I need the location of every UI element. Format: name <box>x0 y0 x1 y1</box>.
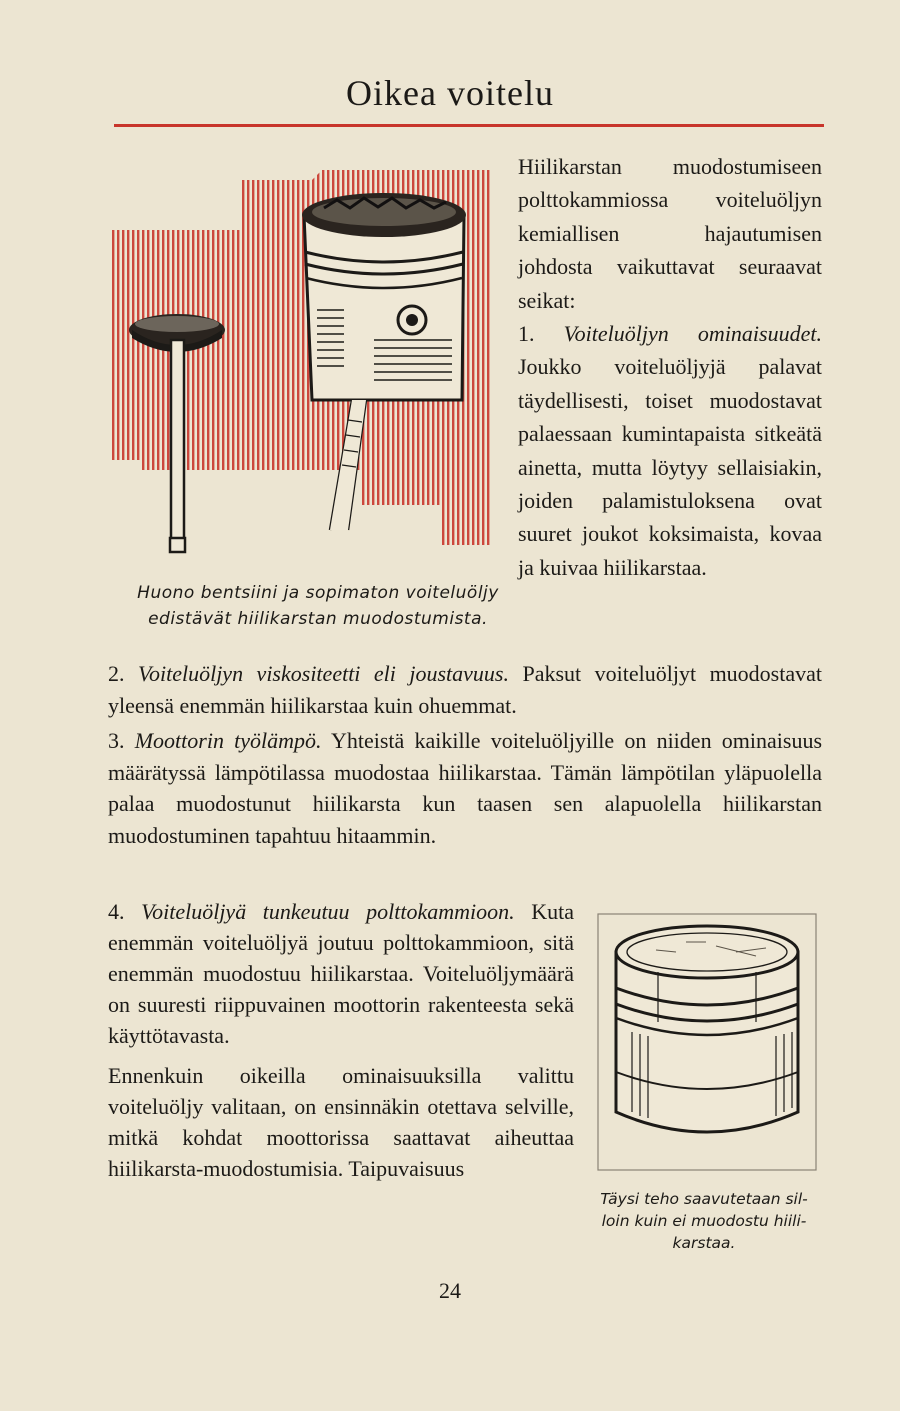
bottom-caption-line3: karstaa. <box>672 1234 736 1252</box>
piston-and-valve-illustration <box>112 160 512 580</box>
bottom-figure-caption <box>586 1188 822 1254</box>
item2-body: Paksut voiteluöljyt muodostavat yleensä enemmän hiilikarstaa kuin ohuemmat. <box>108 661 822 718</box>
item2-paragraph <box>108 658 822 721</box>
item3-heading: Moottorin työlämpö. <box>134 728 322 753</box>
clean-piston-illustration <box>596 912 818 1172</box>
top-caption-line2: edistävät hiilikarstan muodostumista. <box>148 609 488 629</box>
item2-heading: Voiteluöljyn viskositeetti eli joustavuus. <box>137 661 509 686</box>
top-caption-line1: Huono bentsiini ja sopimaton voiteluöljy <box>137 583 499 603</box>
item2-number: 2. <box>108 661 125 686</box>
page-title: Oikea voitelu <box>346 73 554 113</box>
item4-number: 4. <box>108 899 125 924</box>
intro-paragraph: Hiilikarstan muodostumiseen polttokammiossa voiteluöljyn kemiallisen hajautumisen johdosta vaikuttavat seuraavat seikat: <box>518 154 822 313</box>
left-column-text <box>108 896 574 1184</box>
item3-number: 3. <box>108 728 125 753</box>
item1-paragraph <box>518 317 822 584</box>
closing-paragraph: Ennenkuin oikeilla ominaisuuksilla valittu voiteluöljy valitaan, on ensinnäkin otettava selville, mitkä kohdat moottorissa saattavat aiheuttaa hiilikarsta-muodostumisia. Taipuvaisuus <box>108 1063 574 1181</box>
page-number: 24 <box>439 1278 461 1303</box>
right-column-text <box>518 150 822 584</box>
item4-paragraph <box>108 896 574 1051</box>
title-rule-divider <box>114 124 824 127</box>
item4-body: Kuta enemmän voiteluöljyä joutuu polttokammioon, sitä enemmän muodostuu hiilikarstaa. Voiteluöljymäärä on suuresti riippuvainen moottorin rakenteesta sekä käyttötavasta. <box>108 899 575 1048</box>
full-width-text <box>108 658 822 851</box>
item3-paragraph <box>108 725 822 851</box>
bottom-caption-line1: Täysi teho saavutetaan sil- <box>600 1190 808 1208</box>
bottom-caption-line2: loin kuin ei muodostu hiili- <box>601 1212 807 1230</box>
item4-heading: Voiteluöljyä tunkeutuu polttokammioon. <box>141 899 515 924</box>
item3-body: Yhteistä kaikille voiteluöljyille on niiden ominaisuus määrätyssä lämpötilassa muodostaa hiilikarstaa. Tämän lämpötilan yläpuolella palaa muodostunut hiilikarsta kun taasen sen alapuolella hiilikarstan muodostuminen tapahtuu hitaammin. <box>108 728 823 848</box>
item1-number: 1. <box>518 321 535 347</box>
item1-heading: Voiteluöljyn ominaisuudet. <box>563 321 822 347</box>
top-figure-caption <box>118 580 518 632</box>
item1-body: Joukko voiteluöljyjä palavat täydellisesti, toiset muodostavat palaessaan kumintapaista sitkeätä ainetta, mutta löytyy sellaisiakin, joiden palamistuloksena ovat suuret joukot koksimaista, kovaa ja kuivaa hiilikarstaa. <box>518 354 822 580</box>
